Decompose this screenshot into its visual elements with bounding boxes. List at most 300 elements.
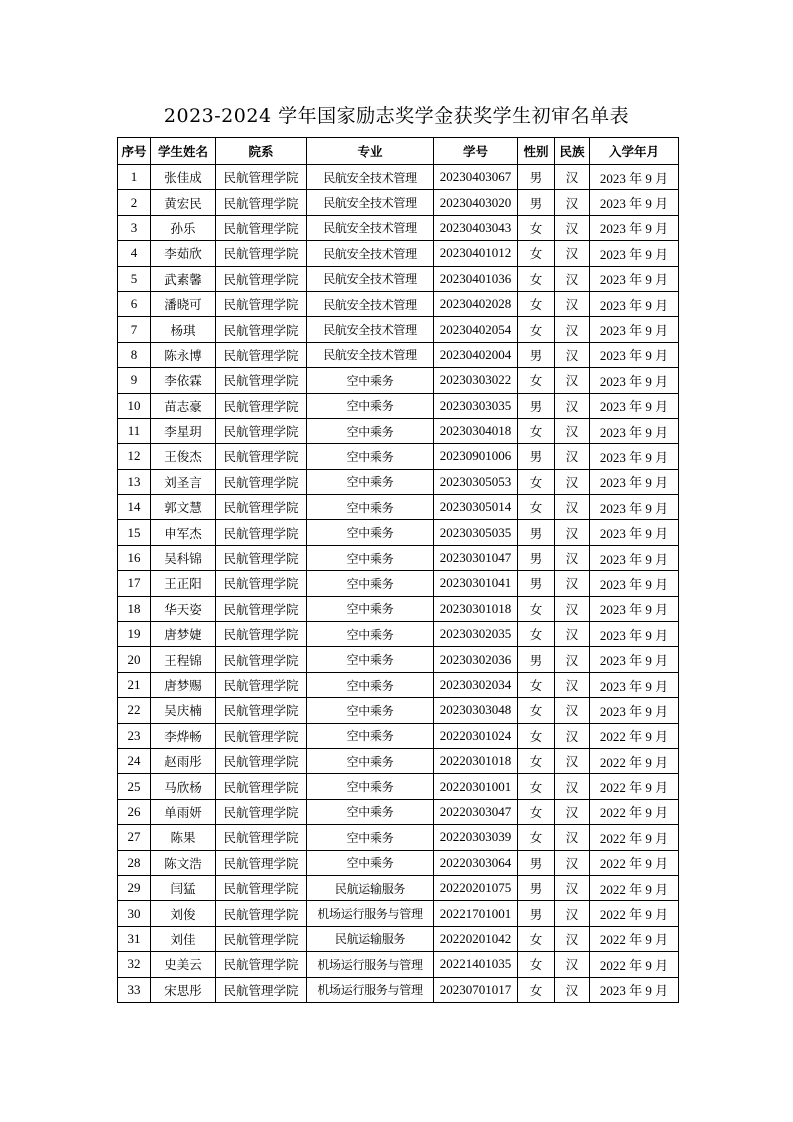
cell-enrollment-date: 2023 年 9 月: [590, 977, 679, 1002]
cell-ethnicity: 汉: [555, 774, 590, 799]
cell-index: 19: [118, 622, 151, 647]
cell-student-name: 武素馨: [151, 266, 216, 291]
cell-major: 民航安全技术管理: [307, 317, 434, 342]
cell-student-id: 20230403067: [434, 165, 518, 190]
cell-major: 空中乘务: [307, 748, 434, 773]
cell-student-id: 20220303064: [434, 850, 518, 875]
table-row: [118, 266, 679, 291]
cell-student-name: 陈果: [151, 825, 216, 850]
cell-department: 民航管理学院: [216, 342, 307, 367]
cell-student-name: 孙乐: [151, 215, 216, 240]
table-row: [118, 520, 679, 545]
cell-department: 民航管理学院: [216, 672, 307, 697]
cell-index: 26: [118, 799, 151, 824]
cell-enrollment-date: 2023 年 9 月: [590, 647, 679, 672]
cell-index: 6: [118, 291, 151, 316]
cell-gender: 女: [518, 241, 555, 266]
table-row: [118, 926, 679, 951]
cell-student-name: 李茹欣: [151, 241, 216, 266]
cell-ethnicity: 汉: [555, 698, 590, 723]
cell-department: 民航管理学院: [216, 926, 307, 951]
cell-department: 民航管理学院: [216, 469, 307, 494]
cell-index: 25: [118, 774, 151, 799]
cell-major: 民航运输服务: [307, 875, 434, 900]
cell-student-name: 黄宏民: [151, 190, 216, 215]
cell-index: 16: [118, 545, 151, 570]
cell-student-id: 20230401036: [434, 266, 518, 291]
cell-student-name: 陈文浩: [151, 850, 216, 875]
cell-ethnicity: 汉: [555, 596, 590, 621]
cell-major: 空中乘务: [307, 571, 434, 596]
cell-gender: 女: [518, 418, 555, 443]
cell-ethnicity: 汉: [555, 977, 590, 1002]
cell-ethnicity: 汉: [555, 418, 590, 443]
cell-index: 13: [118, 469, 151, 494]
cell-student-name: 史美云: [151, 952, 216, 977]
table-row: [118, 825, 679, 850]
cell-index: 30: [118, 901, 151, 926]
cell-ethnicity: 汉: [555, 647, 590, 672]
cell-major: 空中乘务: [307, 368, 434, 393]
cell-index: 10: [118, 393, 151, 418]
cell-department: 民航管理学院: [216, 545, 307, 570]
cell-major: 空中乘务: [307, 393, 434, 418]
cell-index: 33: [118, 977, 151, 1002]
cell-index: 24: [118, 748, 151, 773]
cell-ethnicity: 汉: [555, 342, 590, 367]
cell-ethnicity: 汉: [555, 799, 590, 824]
cell-major: 机场运行服务与管理: [307, 977, 434, 1002]
cell-index: 5: [118, 266, 151, 291]
cell-student-id: 20230402004: [434, 342, 518, 367]
cell-ethnicity: 汉: [555, 495, 590, 520]
cell-student-id: 20230305053: [434, 469, 518, 494]
cell-student-id: 20230301041: [434, 571, 518, 596]
cell-student-name: 刘佳: [151, 926, 216, 951]
table-row: [118, 215, 679, 240]
table-row: [118, 647, 679, 672]
cell-index: 29: [118, 875, 151, 900]
cell-enrollment-date: 2022 年 9 月: [590, 850, 679, 875]
cell-enrollment-date: 2023 年 9 月: [590, 215, 679, 240]
cell-gender: 男: [518, 647, 555, 672]
cell-index: 4: [118, 241, 151, 266]
cell-major: 空中乘务: [307, 672, 434, 697]
cell-department: 民航管理学院: [216, 875, 307, 900]
cell-major: 民航安全技术管理: [307, 215, 434, 240]
cell-enrollment-date: 2023 年 9 月: [590, 165, 679, 190]
cell-department: 民航管理学院: [216, 774, 307, 799]
cell-student-name: 吴庆楠: [151, 698, 216, 723]
cell-student-id: 20230305035: [434, 520, 518, 545]
cell-student-name: 马欣杨: [151, 774, 216, 799]
cell-student-id: 20230302036: [434, 647, 518, 672]
cell-major: 空中乘务: [307, 520, 434, 545]
cell-gender: 女: [518, 774, 555, 799]
cell-major: 空中乘务: [307, 469, 434, 494]
cell-student-name: 吴科锦: [151, 545, 216, 570]
cell-student-id: 20220301024: [434, 723, 518, 748]
cell-department: 民航管理学院: [216, 825, 307, 850]
cell-department: 民航管理学院: [216, 520, 307, 545]
cell-department: 民航管理学院: [216, 393, 307, 418]
cell-enrollment-date: 2023 年 9 月: [590, 266, 679, 291]
cell-enrollment-date: 2022 年 9 月: [590, 748, 679, 773]
cell-department: 民航管理学院: [216, 215, 307, 240]
table-row: [118, 444, 679, 469]
cell-index: 9: [118, 368, 151, 393]
cell-student-id: 20230901006: [434, 444, 518, 469]
cell-index: 28: [118, 850, 151, 875]
cell-index: 23: [118, 723, 151, 748]
cell-gender: 女: [518, 952, 555, 977]
cell-major: 机场运行服务与管理: [307, 952, 434, 977]
cell-gender: 女: [518, 672, 555, 697]
cell-ethnicity: 汉: [555, 926, 590, 951]
table-row: [118, 241, 679, 266]
cell-student-id: 20230402028: [434, 291, 518, 316]
cell-student-name: 申军杰: [151, 520, 216, 545]
cell-ethnicity: 汉: [555, 241, 590, 266]
table-row: [118, 368, 679, 393]
table-row: [118, 799, 679, 824]
cell-student-id: 20230402054: [434, 317, 518, 342]
cell-enrollment-date: 2022 年 9 月: [590, 825, 679, 850]
cell-major: 空中乘务: [307, 723, 434, 748]
cell-department: 民航管理学院: [216, 571, 307, 596]
cell-enrollment-date: 2023 年 9 月: [590, 672, 679, 697]
cell-ethnicity: 汉: [555, 901, 590, 926]
header-index: 序号: [118, 138, 151, 165]
cell-gender: 女: [518, 977, 555, 1002]
cell-student-id: 20230301018: [434, 596, 518, 621]
cell-major: 空中乘务: [307, 545, 434, 570]
cell-student-name: 王程锦: [151, 647, 216, 672]
cell-department: 民航管理学院: [216, 647, 307, 672]
cell-index: 14: [118, 495, 151, 520]
cell-enrollment-date: 2022 年 9 月: [590, 901, 679, 926]
cell-student-id: 20230304018: [434, 418, 518, 443]
cell-index: 15: [118, 520, 151, 545]
cell-enrollment-date: 2023 年 9 月: [590, 444, 679, 469]
cell-major: 空中乘务: [307, 444, 434, 469]
table-row: [118, 748, 679, 773]
cell-student-name: 王正阳: [151, 571, 216, 596]
cell-gender: 女: [518, 799, 555, 824]
cell-department: 民航管理学院: [216, 748, 307, 773]
header-student-id: 学号: [434, 138, 518, 165]
cell-major: 空中乘务: [307, 622, 434, 647]
cell-gender: 男: [518, 875, 555, 900]
cell-gender: 女: [518, 622, 555, 647]
cell-ethnicity: 汉: [555, 850, 590, 875]
cell-index: 22: [118, 698, 151, 723]
document-title: 2023-2024 学年国家励志奖学金获奖学生初审名单表: [163, 105, 630, 127]
cell-gender: 女: [518, 215, 555, 240]
cell-student-name: 郭文慧: [151, 495, 216, 520]
cell-student-id: 20230303022: [434, 368, 518, 393]
cell-student-id: 20230302035: [434, 622, 518, 647]
cell-major: 民航安全技术管理: [307, 266, 434, 291]
table-body: [118, 165, 679, 1003]
cell-enrollment-date: 2023 年 9 月: [590, 368, 679, 393]
cell-gender: 女: [518, 698, 555, 723]
cell-student-name: 赵雨彤: [151, 748, 216, 773]
cell-student-id: 20230303048: [434, 698, 518, 723]
cell-enrollment-date: 2023 年 9 月: [590, 545, 679, 570]
cell-student-name: 张佳成: [151, 165, 216, 190]
table-row: [118, 418, 679, 443]
cell-enrollment-date: 2023 年 9 月: [590, 596, 679, 621]
cell-gender: 女: [518, 596, 555, 621]
cell-major: 空中乘务: [307, 850, 434, 875]
cell-ethnicity: 汉: [555, 165, 590, 190]
cell-department: 民航管理学院: [216, 622, 307, 647]
cell-ethnicity: 汉: [555, 520, 590, 545]
cell-ethnicity: 汉: [555, 748, 590, 773]
header-major: 专业: [307, 138, 434, 165]
cell-student-name: 李依霖: [151, 368, 216, 393]
cell-enrollment-date: 2023 年 9 月: [590, 190, 679, 215]
cell-enrollment-date: 2023 年 9 月: [590, 291, 679, 316]
cell-student-name: 杨琪: [151, 317, 216, 342]
cell-ethnicity: 汉: [555, 469, 590, 494]
cell-student-id: 20220303039: [434, 825, 518, 850]
cell-major: 空中乘务: [307, 495, 434, 520]
cell-index: 12: [118, 444, 151, 469]
cell-student-id: 20220303047: [434, 799, 518, 824]
cell-ethnicity: 汉: [555, 952, 590, 977]
cell-index: 2: [118, 190, 151, 215]
cell-ethnicity: 汉: [555, 266, 590, 291]
cell-student-name: 宋思彤: [151, 977, 216, 1002]
cell-gender: 女: [518, 825, 555, 850]
cell-gender: 女: [518, 469, 555, 494]
cell-gender: 男: [518, 342, 555, 367]
table-row: [118, 571, 679, 596]
cell-student-name: 刘俊: [151, 901, 216, 926]
cell-department: 民航管理学院: [216, 418, 307, 443]
cell-gender: 男: [518, 444, 555, 469]
cell-enrollment-date: 2022 年 9 月: [590, 952, 679, 977]
cell-department: 民航管理学院: [216, 977, 307, 1002]
cell-enrollment-date: 2023 年 9 月: [590, 342, 679, 367]
cell-major: 民航运输服务: [307, 926, 434, 951]
cell-gender: 女: [518, 926, 555, 951]
cell-index: 11: [118, 418, 151, 443]
table-row: [118, 622, 679, 647]
header-gender: 性别: [518, 138, 555, 165]
header-student-name: 学生姓名: [151, 138, 216, 165]
cell-department: 民航管理学院: [216, 444, 307, 469]
cell-major: 空中乘务: [307, 825, 434, 850]
cell-department: 民航管理学院: [216, 495, 307, 520]
cell-enrollment-date: 2023 年 9 月: [590, 622, 679, 647]
cell-enrollment-date: 2023 年 9 月: [590, 469, 679, 494]
cell-gender: 女: [518, 317, 555, 342]
cell-enrollment-date: 2023 年 9 月: [590, 520, 679, 545]
cell-index: 18: [118, 596, 151, 621]
cell-enrollment-date: 2022 年 9 月: [590, 774, 679, 799]
header-enrollment-date: 入学年月: [590, 138, 679, 165]
cell-enrollment-date: 2022 年 9 月: [590, 723, 679, 748]
cell-department: 民航管理学院: [216, 241, 307, 266]
cell-index: 1: [118, 165, 151, 190]
table-row: [118, 495, 679, 520]
cell-department: 民航管理学院: [216, 368, 307, 393]
table-row: [118, 291, 679, 316]
cell-index: 21: [118, 672, 151, 697]
header-ethnicity: 民族: [555, 138, 590, 165]
cell-student-name: 单雨妍: [151, 799, 216, 824]
cell-gender: 女: [518, 495, 555, 520]
cell-student-id: 20220301018: [434, 748, 518, 773]
table-row: [118, 850, 679, 875]
table-row: [118, 190, 679, 215]
cell-ethnicity: 汉: [555, 317, 590, 342]
cell-index: 7: [118, 317, 151, 342]
cell-index: 3: [118, 215, 151, 240]
cell-gender: 男: [518, 571, 555, 596]
cell-ethnicity: 汉: [555, 672, 590, 697]
cell-department: 民航管理学院: [216, 723, 307, 748]
cell-major: 空中乘务: [307, 799, 434, 824]
cell-ethnicity: 汉: [555, 190, 590, 215]
cell-student-name: 闫猛: [151, 875, 216, 900]
cell-enrollment-date: 2022 年 9 月: [590, 875, 679, 900]
cell-student-id: 20220201075: [434, 875, 518, 900]
cell-gender: 女: [518, 723, 555, 748]
cell-index: 27: [118, 825, 151, 850]
cell-student-name: 唐梦婕: [151, 622, 216, 647]
cell-student-id: 20221401035: [434, 952, 518, 977]
cell-department: 民航管理学院: [216, 266, 307, 291]
cell-student-name: 王俊杰: [151, 444, 216, 469]
cell-enrollment-date: 2023 年 9 月: [590, 393, 679, 418]
cell-student-name: 陈永博: [151, 342, 216, 367]
cell-gender: 男: [518, 850, 555, 875]
cell-student-name: 唐梦赐: [151, 672, 216, 697]
cell-department: 民航管理学院: [216, 850, 307, 875]
cell-student-id: 20230305014: [434, 495, 518, 520]
cell-major: 民航安全技术管理: [307, 291, 434, 316]
cell-enrollment-date: 2023 年 9 月: [590, 571, 679, 596]
table-row: [118, 952, 679, 977]
cell-enrollment-date: 2023 年 9 月: [590, 241, 679, 266]
cell-department: 民航管理学院: [216, 901, 307, 926]
cell-student-id: 20221701001: [434, 901, 518, 926]
cell-gender: 男: [518, 165, 555, 190]
cell-student-id: 20230303035: [434, 393, 518, 418]
cell-department: 民航管理学院: [216, 596, 307, 621]
cell-enrollment-date: 2022 年 9 月: [590, 926, 679, 951]
table-row: [118, 875, 679, 900]
cell-student-name: 潘晓可: [151, 291, 216, 316]
cell-student-name: 刘圣言: [151, 469, 216, 494]
table-row: [118, 672, 679, 697]
cell-gender: 女: [518, 291, 555, 316]
cell-gender: 男: [518, 545, 555, 570]
cell-major: 机场运行服务与管理: [307, 901, 434, 926]
cell-student-id: 20230701017: [434, 977, 518, 1002]
cell-major: 空中乘务: [307, 647, 434, 672]
cell-department: 民航管理学院: [216, 165, 307, 190]
cell-ethnicity: 汉: [555, 571, 590, 596]
table-row: [118, 165, 679, 190]
table-row: [118, 317, 679, 342]
cell-student-id: 20220301001: [434, 774, 518, 799]
cell-ethnicity: 汉: [555, 875, 590, 900]
cell-student-name: 苗志豪: [151, 393, 216, 418]
cell-enrollment-date: 2022 年 9 月: [590, 799, 679, 824]
table-row: [118, 723, 679, 748]
cell-department: 民航管理学院: [216, 190, 307, 215]
cell-department: 民航管理学院: [216, 291, 307, 316]
cell-gender: 男: [518, 190, 555, 215]
cell-student-id: 20220201042: [434, 926, 518, 951]
table-row: [118, 596, 679, 621]
table-row: [118, 977, 679, 1002]
table-row: [118, 342, 679, 367]
cell-student-id: 20230403020: [434, 190, 518, 215]
cell-ethnicity: 汉: [555, 215, 590, 240]
cell-major: 空中乘务: [307, 418, 434, 443]
table-row: [118, 545, 679, 570]
cell-gender: 男: [518, 901, 555, 926]
cell-student-name: 华天姿: [151, 596, 216, 621]
cell-major: 民航安全技术管理: [307, 190, 434, 215]
cell-index: 20: [118, 647, 151, 672]
cell-gender: 女: [518, 748, 555, 773]
cell-department: 民航管理学院: [216, 698, 307, 723]
cell-department: 民航管理学院: [216, 952, 307, 977]
cell-gender: 女: [518, 368, 555, 393]
cell-department: 民航管理学院: [216, 799, 307, 824]
cell-ethnicity: 汉: [555, 825, 590, 850]
table-row: [118, 698, 679, 723]
cell-gender: 女: [518, 266, 555, 291]
cell-index: 17: [118, 571, 151, 596]
cell-index: 8: [118, 342, 151, 367]
table-row: [118, 901, 679, 926]
cell-ethnicity: 汉: [555, 622, 590, 647]
cell-enrollment-date: 2023 年 9 月: [590, 418, 679, 443]
cell-student-name: 李烨畅: [151, 723, 216, 748]
cell-ethnicity: 汉: [555, 444, 590, 469]
cell-student-name: 李星玥: [151, 418, 216, 443]
cell-index: 32: [118, 952, 151, 977]
cell-enrollment-date: 2023 年 9 月: [590, 698, 679, 723]
cell-ethnicity: 汉: [555, 723, 590, 748]
scholarship-roster-table: [117, 137, 679, 1003]
cell-major: 空中乘务: [307, 774, 434, 799]
cell-gender: 男: [518, 393, 555, 418]
cell-student-id: 20230302034: [434, 672, 518, 697]
header-row: [118, 138, 679, 165]
cell-major: 民航安全技术管理: [307, 342, 434, 367]
header-department: 院系: [216, 138, 307, 165]
cell-major: 空中乘务: [307, 596, 434, 621]
cell-ethnicity: 汉: [555, 291, 590, 316]
cell-student-id: 20230301047: [434, 545, 518, 570]
cell-ethnicity: 汉: [555, 545, 590, 570]
table-row: [118, 774, 679, 799]
cell-ethnicity: 汉: [555, 393, 590, 418]
cell-major: 民航安全技术管理: [307, 165, 434, 190]
cell-enrollment-date: 2023 年 9 月: [590, 495, 679, 520]
table-row: [118, 469, 679, 494]
cell-major: 空中乘务: [307, 698, 434, 723]
